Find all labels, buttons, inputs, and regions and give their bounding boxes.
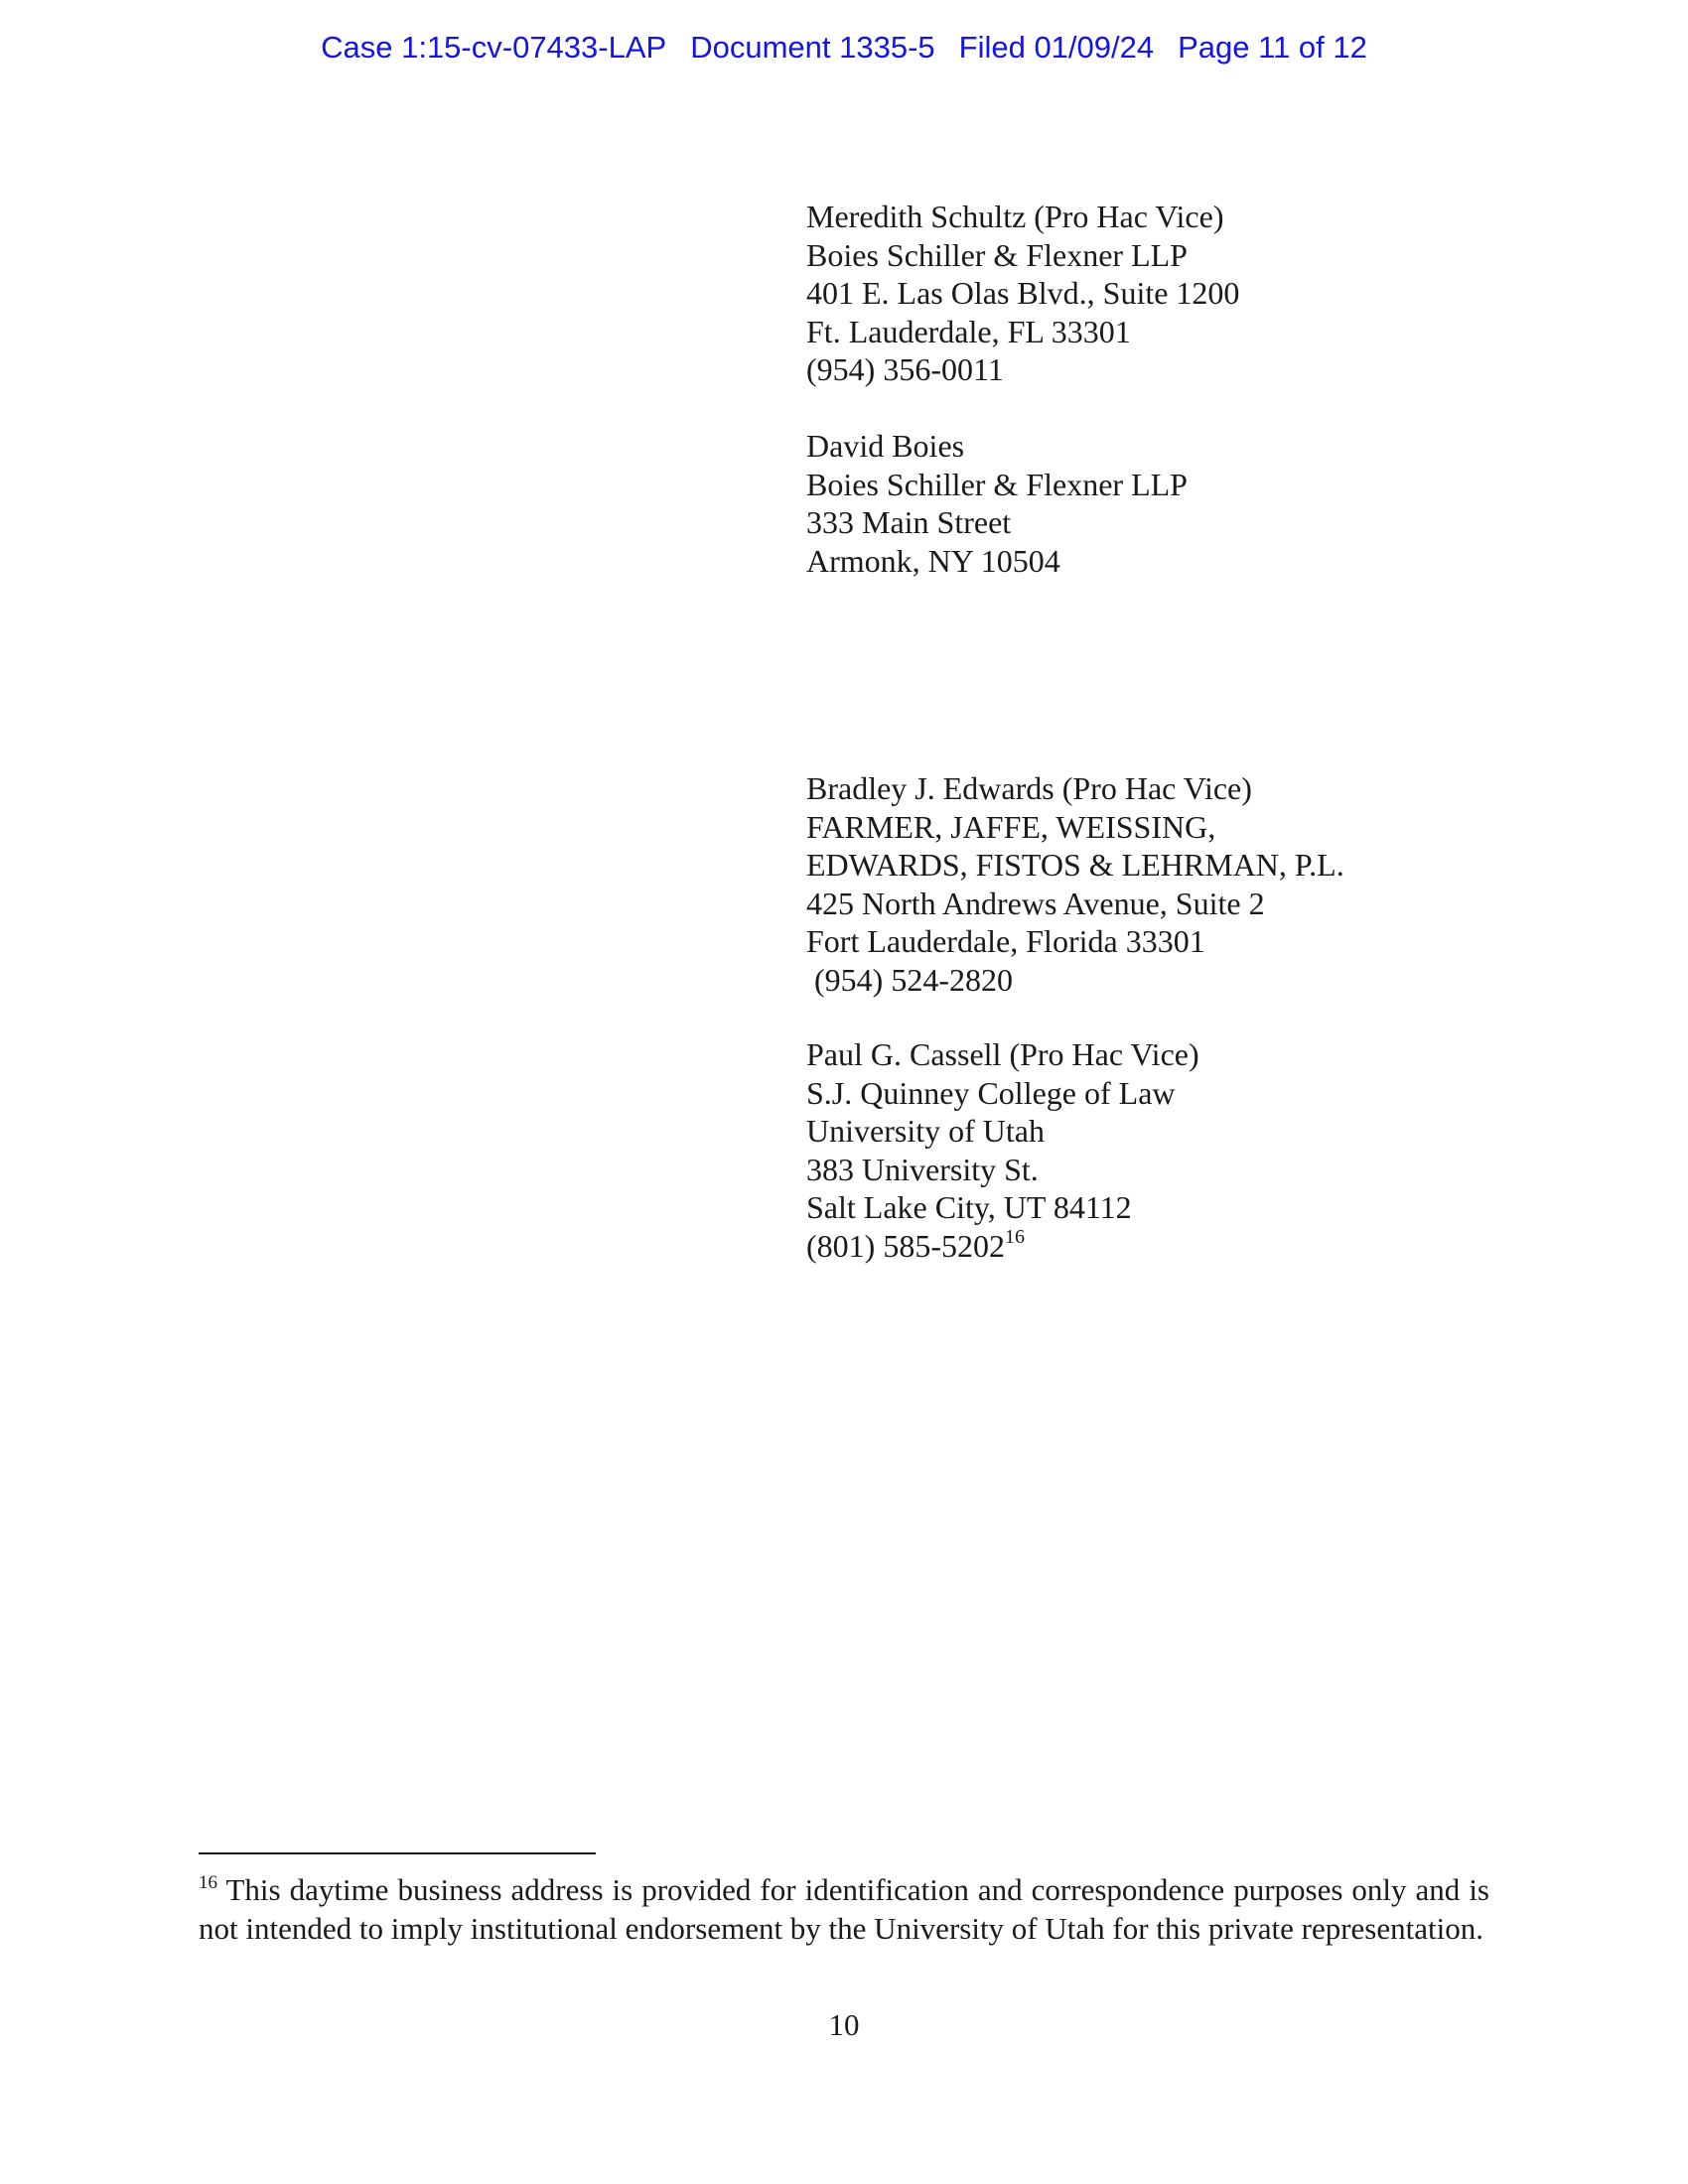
street-address: 333 Main Street — [806, 504, 1012, 540]
case-number: Case 1:15-cv-07433-LAP — [321, 30, 667, 65]
footnote-separator — [199, 1852, 596, 1854]
signature-block-boies — [806, 427, 1188, 580]
attorney-name: David Boies — [806, 428, 965, 464]
street-address: 383 University St. — [806, 1151, 1039, 1187]
phone-number-line — [806, 1227, 1199, 1266]
page-number: 10 — [828, 2007, 860, 2042]
footnote-reference[interactable]: 16 — [1004, 1225, 1025, 1248]
street-address: 425 North Andrews Avenue, Suite 2 — [806, 885, 1265, 921]
city-state-zip: Ft. Lauderdale, FL 33301 — [806, 313, 1131, 349]
phone-number: (954) 356-0011 — [806, 351, 1004, 387]
firm-name-line-2: EDWARDS, FISTOS & LEHRMAN, P.L. — [806, 847, 1344, 883]
filed-date: Filed 01/09/24 — [958, 30, 1155, 65]
city-state-zip: Salt Lake City, UT 84112 — [806, 1189, 1132, 1225]
document-number: Document 1335-5 — [690, 30, 935, 65]
firm-name-line-1: FARMER, JAFFE, WEISSING, — [806, 808, 1216, 845]
signature-block-cassell — [806, 1035, 1199, 1265]
city-state-zip: Armonk, NY 10504 — [806, 542, 1060, 579]
footnote — [199, 1871, 1489, 1948]
signature-block-edwards — [806, 769, 1344, 999]
attorney-name: Bradley J. Edwards (Pro Hac Vice) — [806, 770, 1252, 806]
phone-number: (954) 524-2820 — [806, 961, 1013, 998]
attorney-name: Paul G. Cassell (Pro Hac Vice) — [806, 1036, 1199, 1072]
institution-name: S.J. Quinney College of Law — [806, 1074, 1176, 1111]
signature-block-schultz — [806, 198, 1239, 389]
firm-name: Boies Schiller & Flexner LLP — [806, 236, 1188, 273]
firm-name: Boies Schiller & Flexner LLP — [806, 466, 1188, 502]
footnote-text: This daytime business address is provided for identification and correspondence purposes only and is not intended to imply institutional endorsement by the University of Utah for this private representation. — [199, 1872, 1489, 1946]
university-name: University of Utah — [806, 1113, 1045, 1149]
page-of-total: Page 11 of 12 — [1178, 30, 1367, 65]
phone-number: (801) 585-5202 — [806, 1227, 1005, 1264]
street-address: 401 E. Las Olas Blvd., Suite 1200 — [806, 275, 1240, 311]
ecf-header — [0, 30, 1688, 66]
city-state-zip: Fort Lauderdale, Florida 33301 — [806, 923, 1205, 959]
attorney-name: Meredith Schultz (Pro Hac Vice) — [806, 199, 1224, 234]
footnote-number: 16 — [199, 1872, 217, 1893]
